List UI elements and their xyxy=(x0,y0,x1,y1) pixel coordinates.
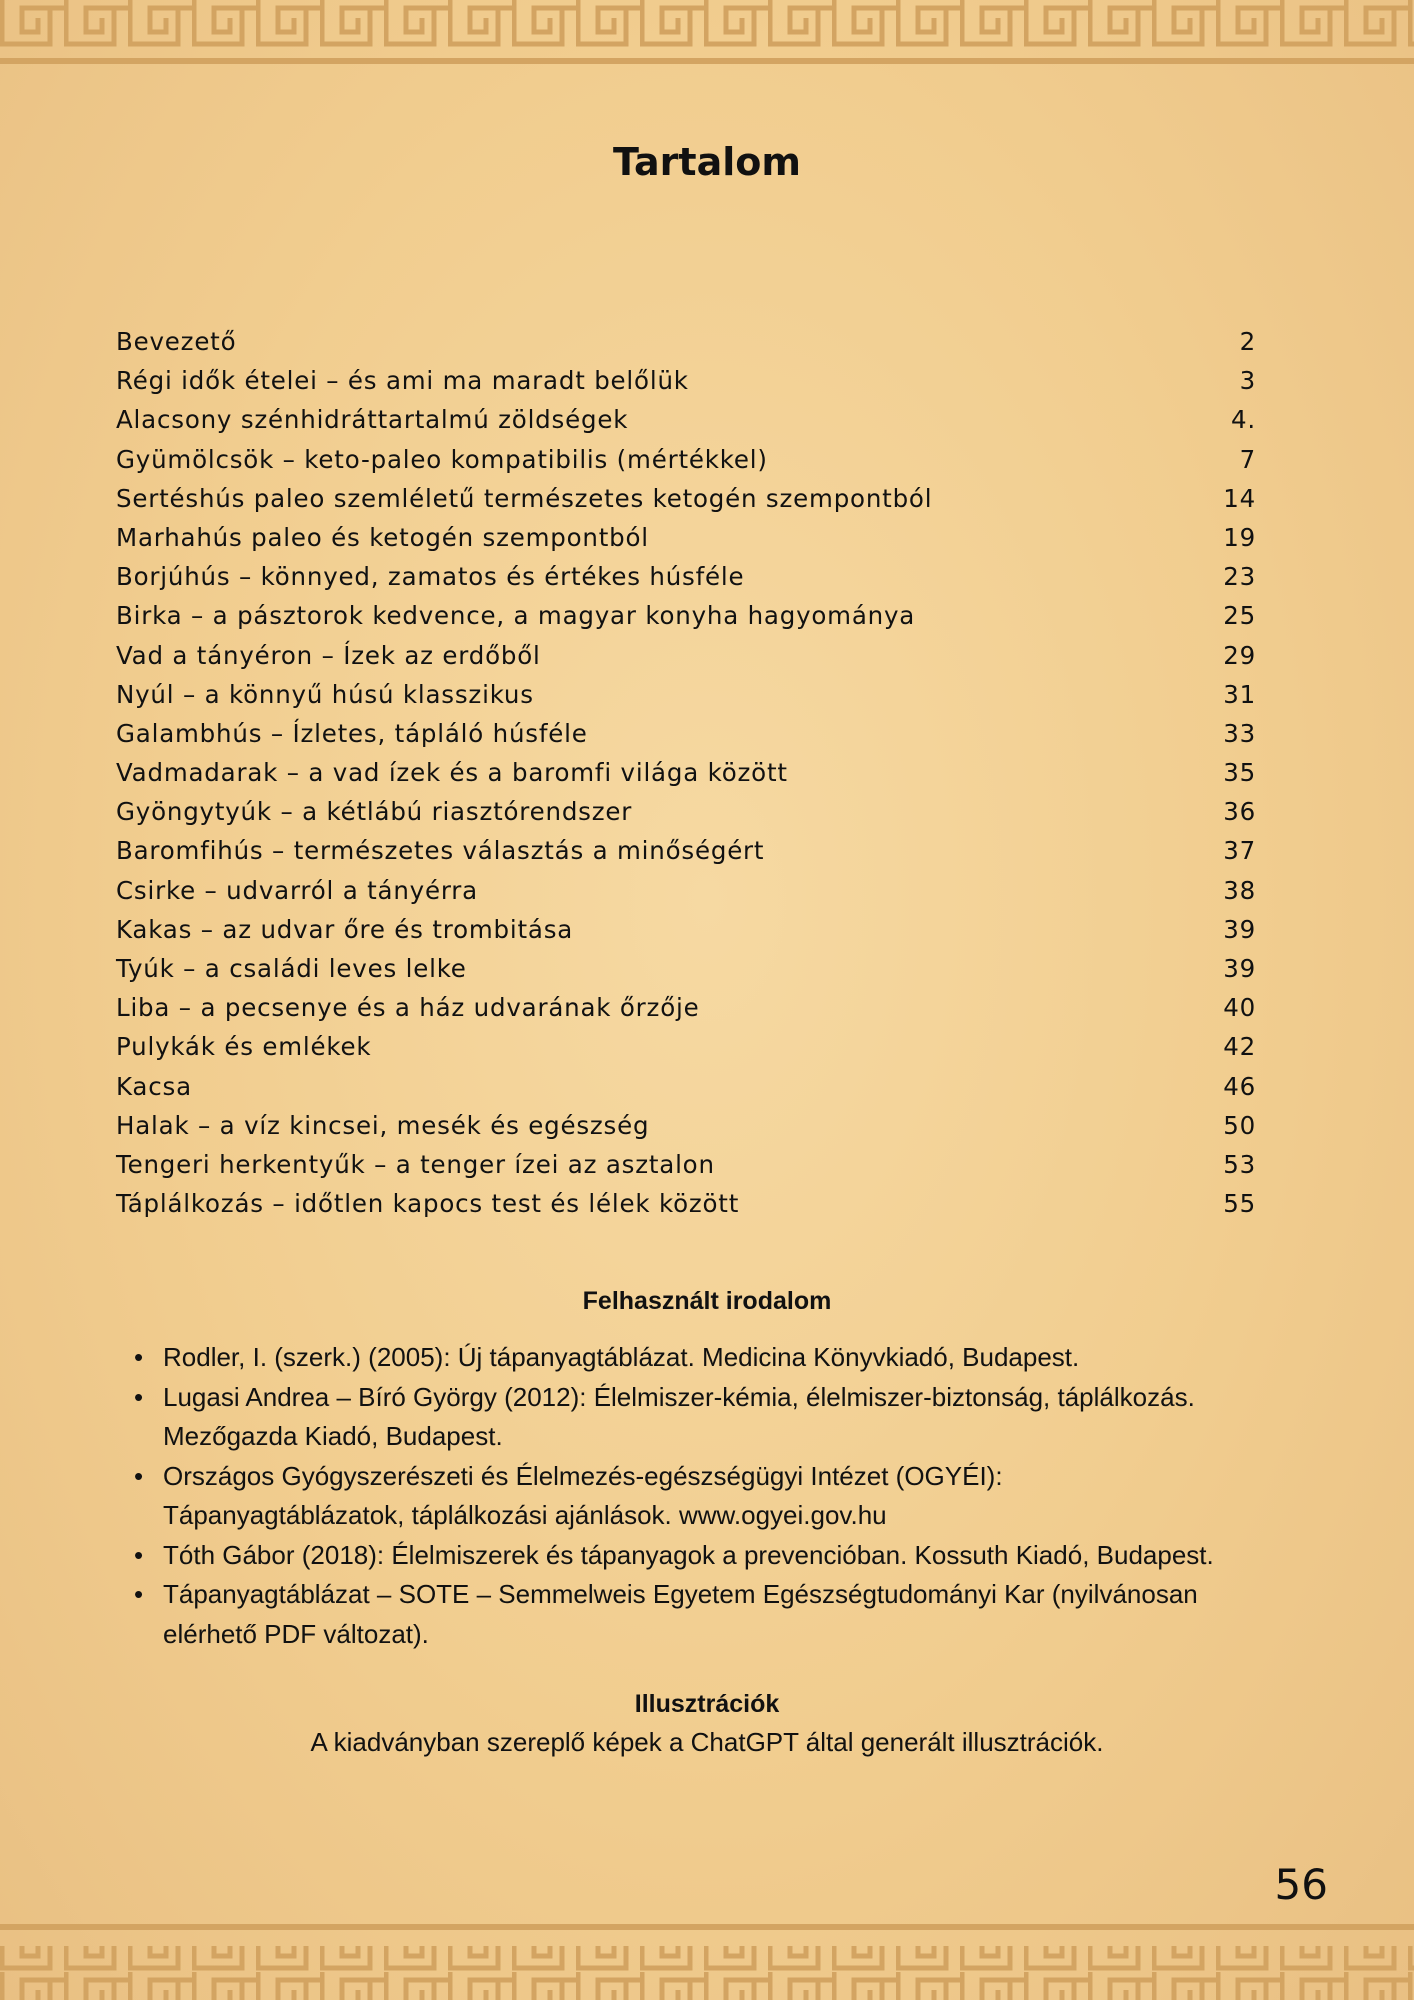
literature-item xyxy=(134,1575,1234,1654)
toc-entry-title: Birka – a pásztorok kedvence, a magyar konyha hagyománya xyxy=(116,601,916,631)
toc-entry-title: Pulykák és emlékek xyxy=(116,1032,372,1062)
page-number: 56 xyxy=(1274,1860,1328,1909)
toc-entry-page: 2 xyxy=(1239,327,1256,356)
literature-list xyxy=(134,1338,1234,1654)
toc-entry xyxy=(116,518,1256,557)
toc-entry-title: Borjúhús – könnyed, zamatos és értékes húsféle xyxy=(116,562,745,592)
toc-entry-page: 4. xyxy=(1231,405,1256,435)
toc-entry-page: 31 xyxy=(1223,679,1256,709)
toc-entry-title: Kakas – az udvar őre és trombitása xyxy=(116,914,574,944)
toc-entry-title: Táplálkozás – időtlen kapocs test és lélek között xyxy=(116,1189,740,1219)
toc-entry-title: Galambhús – Ízletes, tápláló húsféle xyxy=(116,718,588,748)
toc-entry-title: Sertéshús paleo szemléletű természetes ketogén szempontból xyxy=(116,483,933,513)
toc-entry-page: 55 xyxy=(1223,1189,1256,1219)
greek-key-border-top xyxy=(0,0,1414,70)
toc-entry-page: 53 xyxy=(1223,1149,1256,1179)
toc-entry xyxy=(116,792,1256,831)
illustrations-text: A kiadványban szereplő képek a ChatGPT által generált illusztrációk. xyxy=(310,1727,1104,1757)
toc-entry xyxy=(116,479,1256,518)
toc-entry-title: Vadmadarak – a vad ízek és a baromfi világa között xyxy=(116,758,788,788)
toc-entry-title: Csirke – udvarról a tányérra xyxy=(116,875,478,905)
toc-entry xyxy=(116,322,1256,361)
toc-entry xyxy=(116,400,1256,439)
toc-entry-page: 19 xyxy=(1223,522,1256,552)
toc-entry-title: Gyöngytyúk – a kétlábú riasztórendszer xyxy=(116,797,633,827)
toc-entry xyxy=(116,361,1256,400)
toc-entry xyxy=(116,949,1256,988)
toc-entry-page: 39 xyxy=(1223,954,1256,983)
literature-item-text: Rodler, I. (szerk.) (2005): Új tápanyagtáblázat. Medicina Könyvkiadó, Budapest. xyxy=(163,1342,1080,1372)
toc-entry xyxy=(116,675,1256,714)
toc-entry xyxy=(116,714,1256,753)
literature-heading: Felhasznált irodalom xyxy=(582,1287,832,1315)
literature-item-text: Lugasi Andrea – Bíró György (2012): Élelmiszer-kémia, élelmiszer-biztonság, táplálkozás. Mezőgazda Kiadó, Budapest. xyxy=(163,1381,1195,1451)
toc-entry xyxy=(116,871,1256,910)
toc-entry-page: 38 xyxy=(1223,875,1256,905)
toc-entry xyxy=(116,988,1256,1027)
toc-entry xyxy=(116,440,1256,479)
literature-item-text: Tóth Gábor (2018): Élelmiszerek és tápanyagok a prevencióban. Kossuth Kiadó, Budapest. xyxy=(163,1539,1214,1570)
toc-entry xyxy=(116,1067,1256,1106)
toc-entry-title: Marhahús paleo és ketogén szempontból xyxy=(116,522,649,552)
toc-entry xyxy=(116,910,1256,949)
toc-entry xyxy=(116,831,1256,870)
literature-item-text: Tápanyagtáblázat – SOTE – Semmelweis Egyetem Egészségtudományi Kar (nyilvánosan elérhető PDF változat). xyxy=(163,1579,1198,1649)
greek-key-border-bottom xyxy=(0,1924,1414,2000)
toc-entry-title: Tyúk – a családi leves lelke xyxy=(116,954,467,983)
toc-entry-page: 39 xyxy=(1223,914,1256,944)
toc-entry-page: 40 xyxy=(1223,993,1256,1023)
toc-entry-page: 29 xyxy=(1223,640,1256,670)
toc-entry xyxy=(116,1106,1256,1145)
literature-item xyxy=(134,1457,1234,1536)
toc-entry xyxy=(116,596,1256,635)
table-of-contents xyxy=(116,322,1256,1223)
toc-entry xyxy=(116,1145,1256,1184)
literature-item xyxy=(134,1536,1234,1576)
literature-item-text: Országos Gyógyszerészeti és Élelmezés-egészségügyi Intézet (OGYÉI): Tápanyagtáblázatok, táplálkozási ajánlások. www.ogyei.gov.hu xyxy=(163,1460,1003,1530)
toc-entry-page: 36 xyxy=(1223,797,1256,827)
toc-entry-page: 35 xyxy=(1223,758,1256,788)
toc-entry xyxy=(116,636,1256,675)
toc-entry xyxy=(116,557,1256,596)
toc-entry-page: 7 xyxy=(1239,444,1256,474)
toc-entry-page: 46 xyxy=(1223,1071,1256,1101)
toc-entry xyxy=(116,1027,1256,1066)
toc-entry-title: Baromfihús – természetes választás a minőségért xyxy=(116,836,765,866)
toc-entry-page: 14 xyxy=(1223,483,1256,513)
bullet-icon: • xyxy=(134,1342,144,1372)
bullet-icon: • xyxy=(134,1460,144,1491)
toc-entry-page: 37 xyxy=(1223,836,1256,866)
toc-entry-title: Liba – a pecsenye és a ház udvarának őrzője xyxy=(116,993,700,1023)
toc-entry-page: 42 xyxy=(1223,1032,1256,1062)
toc-entry-title: Nyúl – a könnyű húsú klasszikus xyxy=(116,679,534,709)
toc-entry-title: Régi idők ételei – és ami ma maradt belőlük xyxy=(116,366,689,396)
bullet-icon: • xyxy=(134,1381,144,1412)
toc-entry-page: 25 xyxy=(1223,601,1256,631)
toc-entry-title: Bevezető xyxy=(116,327,237,356)
bullet-icon: • xyxy=(134,1539,144,1570)
literature-item xyxy=(134,1338,1234,1378)
toc-entry-title: Vad a tányéron – Ízek az erdőből xyxy=(116,640,541,670)
toc-entry xyxy=(116,753,1256,792)
page-title: Tartalom xyxy=(613,140,801,184)
toc-entry-title: Kacsa xyxy=(116,1071,192,1101)
toc-entry-page: 23 xyxy=(1223,562,1256,592)
literature-item xyxy=(134,1378,1234,1457)
toc-entry-title: Halak – a víz kincsei, mesék és egészség xyxy=(116,1110,650,1140)
toc-entry-page: 33 xyxy=(1223,718,1256,748)
illustrations-heading: Illusztrációk xyxy=(634,1690,780,1718)
toc-entry xyxy=(116,1184,1256,1223)
toc-entry-title: Alacsony szénhidráttartalmú zöldségek xyxy=(116,405,629,435)
toc-entry-page: 3 xyxy=(1239,366,1256,396)
bullet-icon: • xyxy=(134,1579,144,1609)
toc-entry-title: Tengeri herkentyűk – a tenger ízei az asztalon xyxy=(116,1149,715,1179)
toc-entry-page: 50 xyxy=(1223,1110,1256,1140)
toc-entry-title: Gyümölcsök – keto-paleo kompatibilis (mértékkel) xyxy=(116,444,768,474)
